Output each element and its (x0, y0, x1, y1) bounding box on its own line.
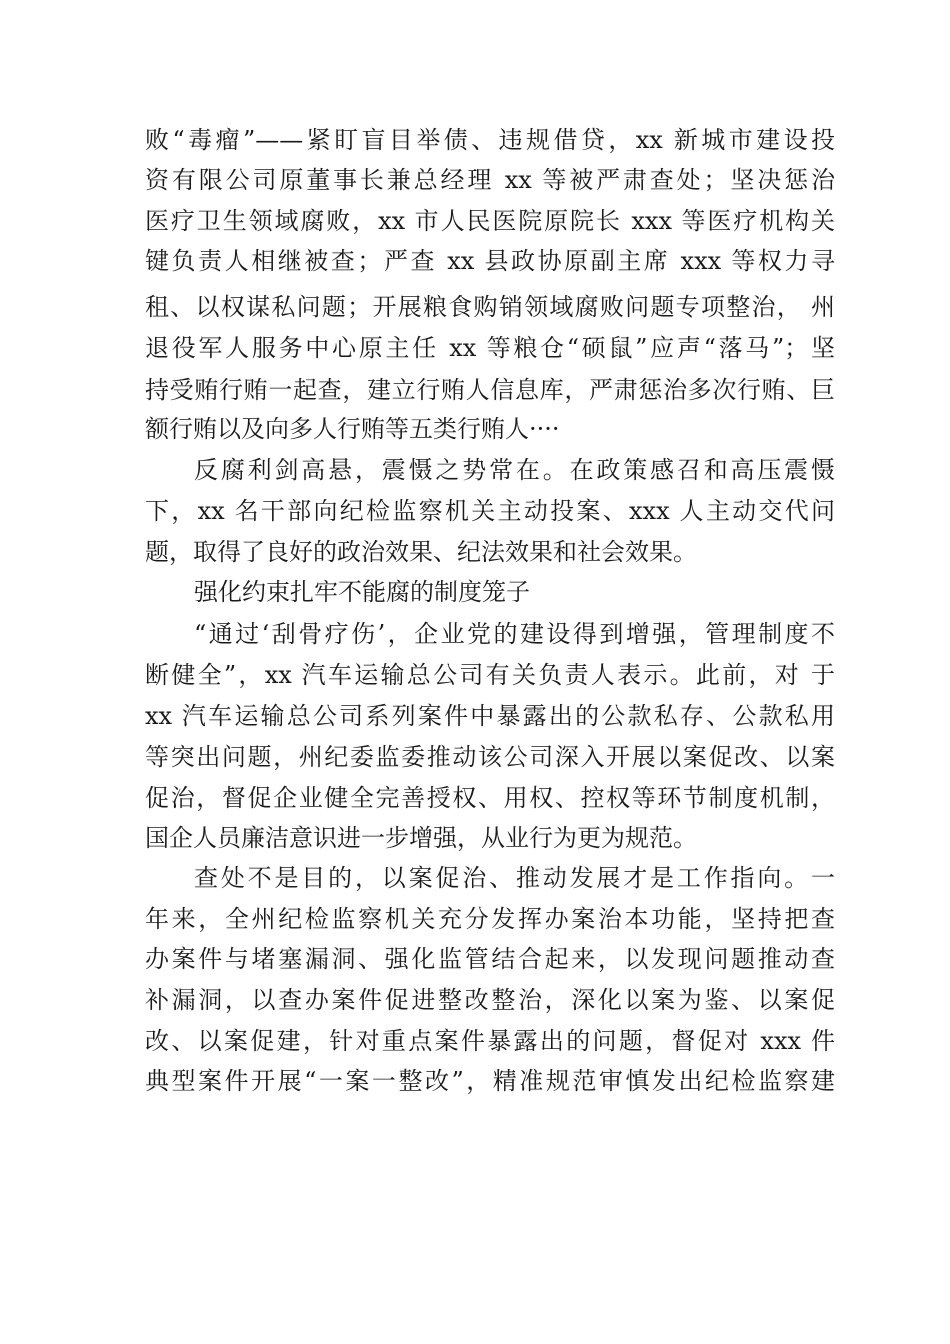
text-line: 租、以权谋私问题；开展粮食购销领域腐败问题专项整治， 州 (145, 293, 835, 321)
text-line: 资有限公司原董事长兼总经理 xx 等被严肃查处；坚决惩治 (145, 166, 835, 194)
text-line: 典型案件开展“一案一整改”，精准规范审慎发出纪检监察建 (145, 1067, 835, 1095)
paragraph-first-line: 反腐利剑高悬，震慑之势常在。在政策感召和高压震慑 (194, 456, 835, 484)
text-line: 办案件与堵塞漏洞、强化监管结合起来，以发现问题推动查 (145, 945, 835, 973)
paragraph-first-line: “通过‘刮骨疗伤’，企业党的建设得到增强，管理制度不 (194, 620, 835, 648)
text-line: 退役军人服务中心原主任 xx 等粮仓“硕鼠”应声“落马”；坚 (145, 334, 835, 362)
text-line: 持受贿行贿一起查，建立行贿人信息库，严肃惩治多次行贿、巨 (145, 376, 835, 404)
section-heading: 强化约束扎牢不能腐的制度笼子 (194, 578, 530, 606)
text-line: 改、以案促建，针对重点案件暴露出的问题，督促对 xxx 件 (145, 1027, 835, 1055)
text-line: 败“毒瘤”——紧盯盲目举债、违规借贷，xx 新城市建设投 (145, 126, 835, 154)
text-line: xx 汽车运输总公司系列案件中暴露出的公款私存、公款私用 (145, 702, 835, 730)
text-line: 年来，全州纪检监察机关充分发挥办案治本功能，坚持把查 (145, 905, 835, 933)
text-line: 题，取得了良好的政治效果、纪法效果和社会效果。 (145, 538, 697, 566)
text-line: 促治，督促企业健全完善授权、用权、控权等环节制度机制， (145, 784, 835, 812)
text-line: 国企人员廉洁意识进一步增强，从业行为更为规范。 (145, 824, 697, 852)
text-line: 医疗卫生领域腐败，xx 市人民医院原院长 xxx 等医疗机构关 (145, 207, 835, 235)
text-line: 额行贿以及向多人行贿等五类行贿人···· (145, 415, 560, 443)
text-line: 下，xx 名干部向纪检监察机关主动投案、xxx 人主动交代问 (145, 497, 835, 525)
text-line: 断健全”，xx 汽车运输总公司有关负责人表示。此前，对 于 (145, 661, 835, 689)
text-line: 键负责人相继被查；严查 xx 县政协原副主席 xxx 等权力寻 (145, 247, 835, 275)
paragraph-first-line: 查处不是目的，以案促治、推动发展才是工作指向。一 (194, 864, 835, 892)
text-line: 补漏洞，以查办案件促进整改整治，深化以案为鉴、以案促 (145, 986, 835, 1014)
text-line: 等突出问题，州纪委监委推动该公司深入开展以案促改、以案 (145, 743, 835, 771)
